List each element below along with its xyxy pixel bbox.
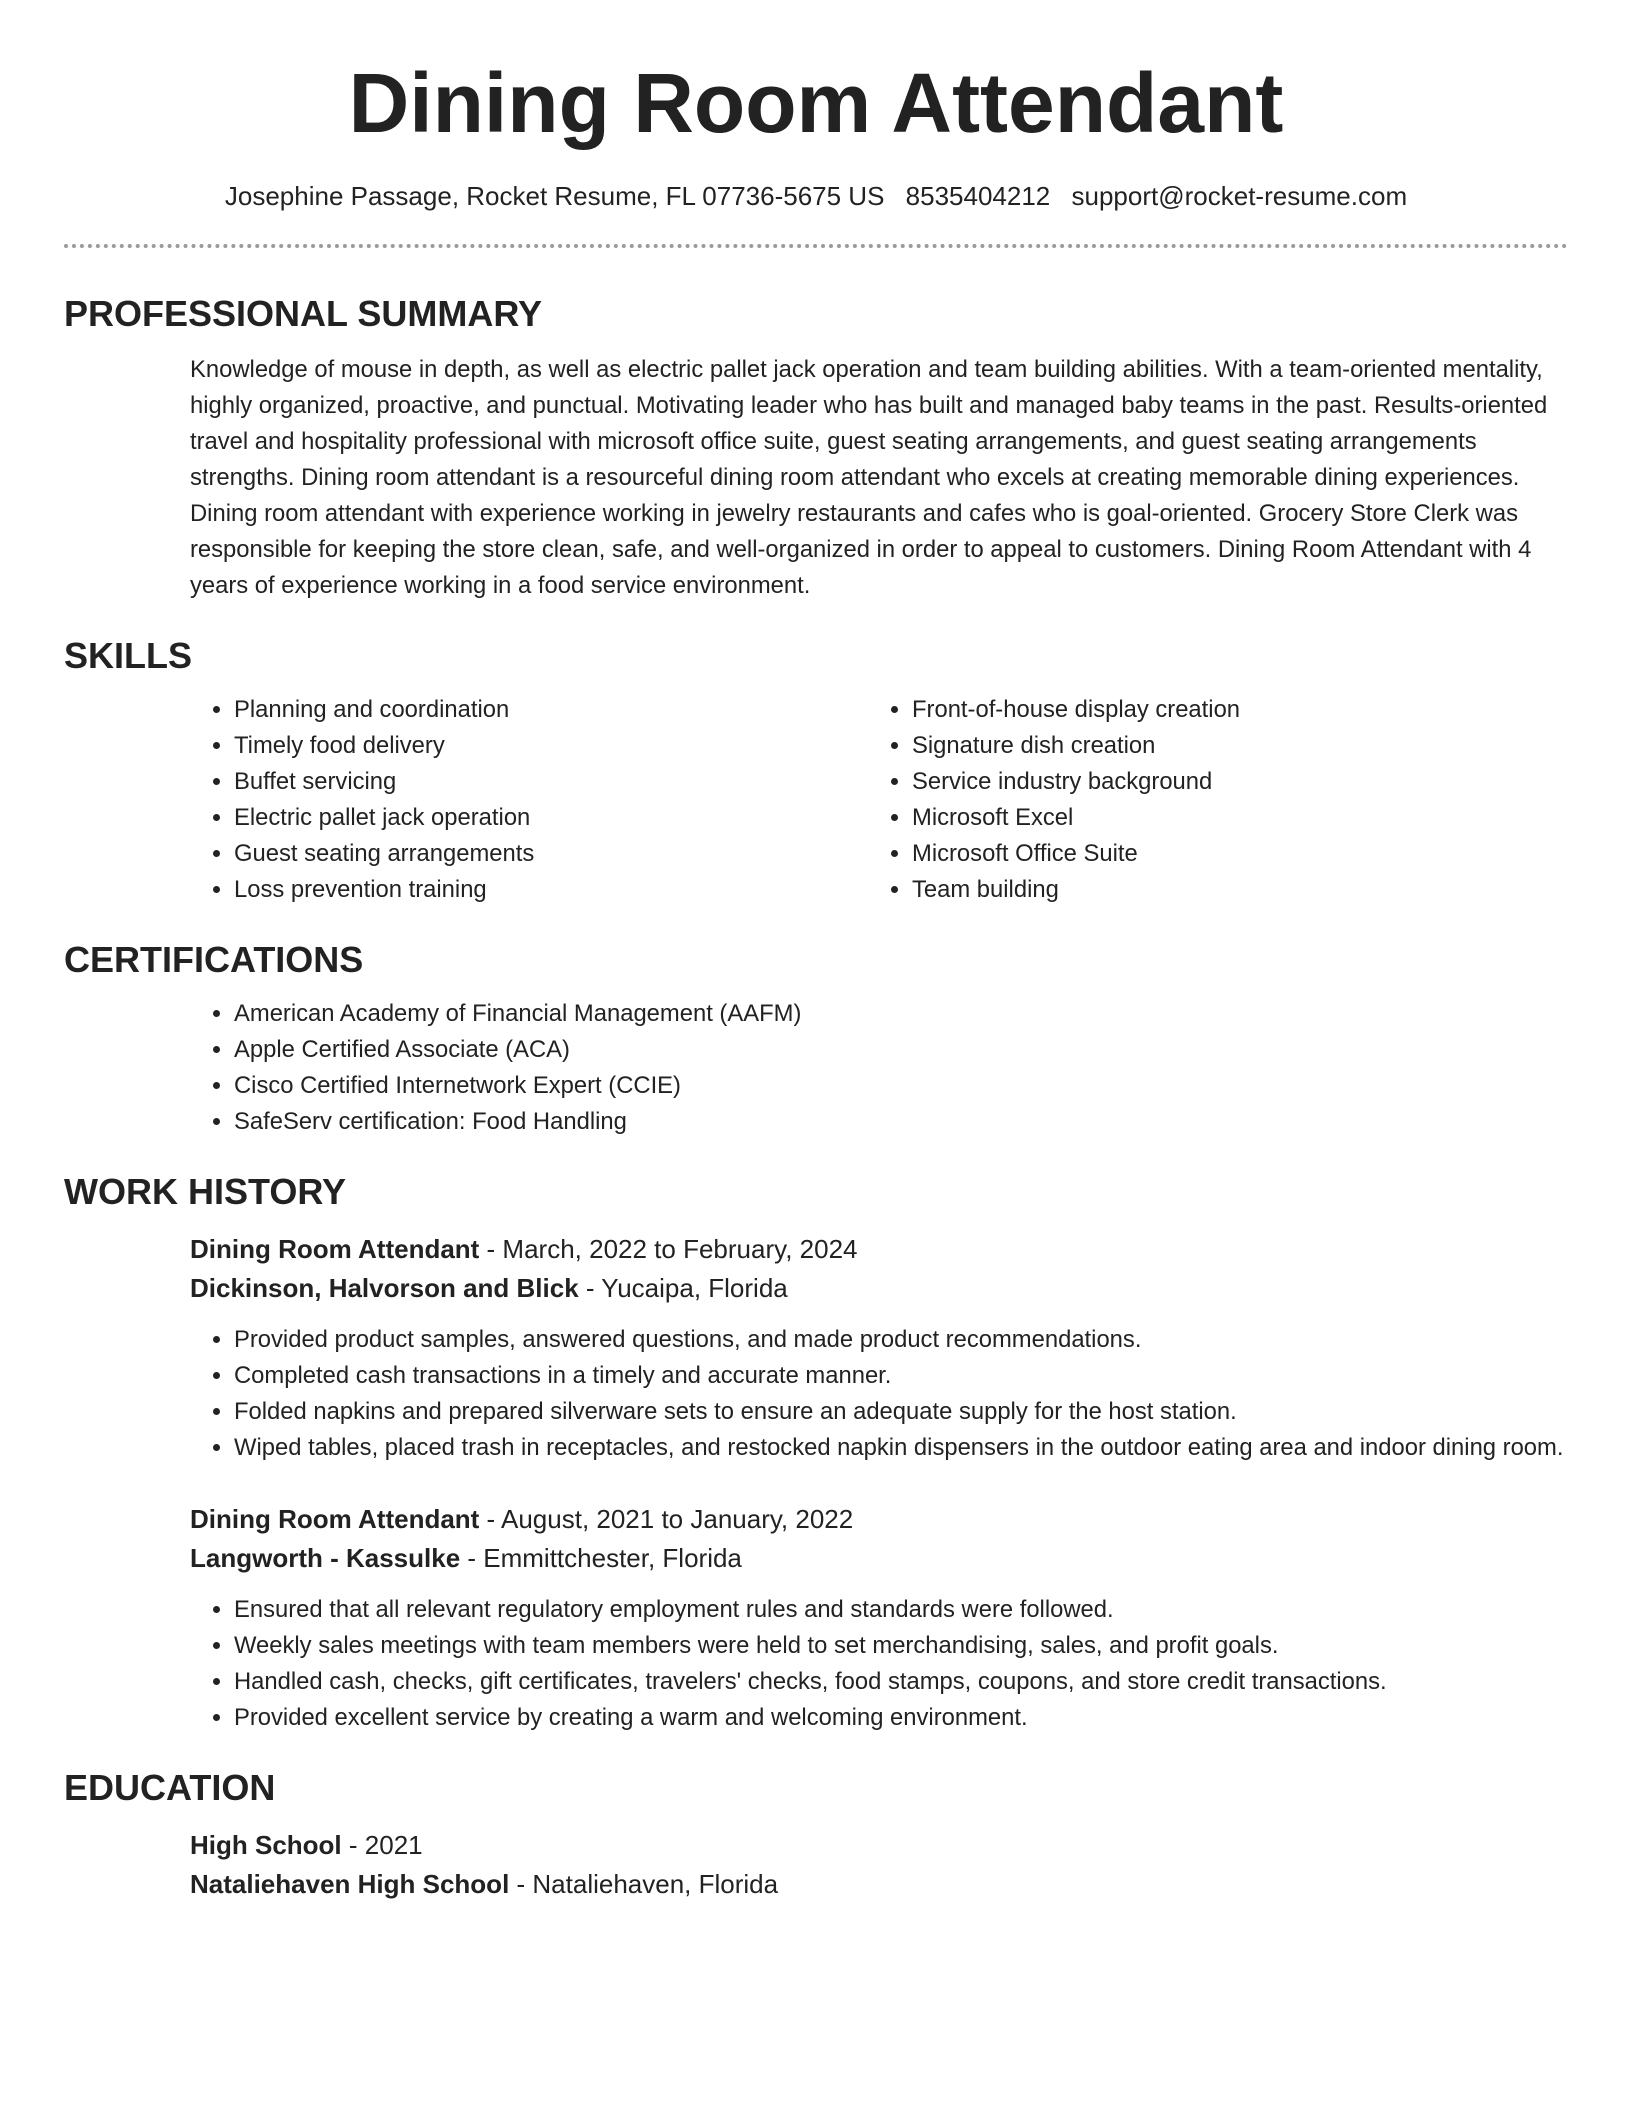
job-company: Dickinson, Halvorson and Blick	[190, 1273, 579, 1303]
skill-item: • Loss prevention training	[234, 872, 868, 908]
skills-column-right	[868, 692, 1546, 908]
skill-item: • Electric pallet jack operation	[234, 800, 868, 836]
skill-item: • Timely food delivery	[234, 728, 868, 764]
skill-item: • Service industry background	[912, 764, 1546, 800]
job-title-line	[190, 1500, 1568, 1539]
skill-item: • Front-of-house display creation	[912, 692, 1546, 728]
skills-list-left	[190, 692, 868, 908]
job-entry	[190, 1230, 1568, 1466]
job-dates: - August, 2021 to January, 2022	[479, 1504, 854, 1534]
job-duties-list	[190, 1592, 1568, 1736]
job-duties-list	[190, 1322, 1568, 1466]
certifications-list	[190, 996, 1568, 1140]
education-heading: EDUCATION	[64, 1767, 276, 1808]
certification-item: • SafeServ certification: Food Handling	[234, 1104, 1568, 1140]
skill-item: • Buffet servicing	[234, 764, 868, 800]
resume-header	[64, 48, 1568, 248]
education-year: - 2021	[341, 1830, 423, 1860]
address-text: Josephine Passage, Rocket Resume, FL 07736-5675 US	[224, 181, 885, 211]
education-entry	[64, 1826, 1568, 1904]
summary-heading: PROFESSIONAL SUMMARY	[64, 293, 543, 334]
skill-item: • Planning and coordination	[234, 692, 868, 728]
skill-item: • Guest seating arrangements	[234, 836, 868, 872]
education-degree-line	[190, 1826, 1568, 1865]
header-divider	[64, 244, 1568, 248]
job-entry	[190, 1500, 1568, 1736]
email-text: support@rocket-resume.com	[1071, 181, 1408, 211]
job-duty-item: • Provided excellent service by creating a warm and welcoming environment.	[234, 1700, 1568, 1736]
job-company-line	[190, 1539, 1568, 1578]
skills-column-left	[190, 692, 868, 908]
work-history-body	[64, 1230, 1568, 1736]
education-school: Nataliehaven High School	[190, 1869, 510, 1899]
job-location: - Emmittchester, Florida	[460, 1543, 742, 1573]
certification-item: • American Academy of Financial Management (AAFM)	[234, 996, 1568, 1032]
skills-section	[64, 634, 1568, 908]
education-school-line	[190, 1865, 1568, 1904]
job-company: Langworth - Kassulke	[190, 1543, 461, 1573]
job-location: - Yucaipa, Florida	[578, 1273, 788, 1303]
phone-text: 8535404212	[905, 181, 1051, 211]
job-duty-item: • Wiped tables, placed trash in receptacles, and restocked napkin dispensers in the outdoor eating area and indoor dining room.	[234, 1430, 1568, 1466]
page-title: Dining Room Attendant	[348, 56, 1284, 150]
skill-item: • Team building	[912, 872, 1546, 908]
certifications-body	[64, 996, 1568, 1140]
skill-item: • Microsoft Excel	[912, 800, 1546, 836]
certifications-heading: CERTIFICATIONS	[64, 939, 364, 980]
job-title-line	[190, 1230, 1568, 1269]
job-duty-item: • Weekly sales meetings with team members were held to set merchandising, sales, and profit goals.	[234, 1628, 1568, 1664]
job-role: Dining Room Attendant	[190, 1234, 480, 1264]
summary-text: Knowledge of mouse in depth, as well as electric pallet jack operation and team building abilities. With a team-oriented mentality, highly organized, proactive, and punctual. Motivating leader who has built and managed baby teams in the past. Results-oriented travel and hospitality professional with microsoft office suite, guest seating arrangements, and guest seating arrangements strengths. Dining room attendant is a resourceful dining room attendant who excels at creating memorable dining experiences. Dining room attendant with experience working in jewelry restaurants and cafes who is goal-oriented. Grocery Store Clerk was responsible for keeping the store clean, safe, and well-organized in order to appeal to customers. Dining Room Attendant with 4 years of experience working in a food service environment.	[190, 356, 1548, 599]
work-history-section	[64, 1170, 1568, 1736]
education-section	[64, 1766, 1568, 1904]
certification-item: • Cisco Certified Internetwork Expert (CCIE)	[234, 1068, 1568, 1104]
skills-list-right	[868, 692, 1546, 908]
summary-section	[64, 292, 1568, 604]
job-duty-item: • Ensured that all relevant regulatory employment rules and standards were followed.	[234, 1592, 1568, 1628]
skills-grid	[64, 692, 1568, 908]
job-duty-item: • Provided product samples, answered questions, and made product recommendations.	[234, 1322, 1568, 1358]
education-degree: High School	[190, 1830, 342, 1860]
job-role: Dining Room Attendant	[190, 1504, 480, 1534]
job-duty-item: • Handled cash, checks, gift certificates, travelers' checks, food stamps, coupons, and store credit transactions.	[234, 1664, 1568, 1700]
certifications-section	[64, 938, 1568, 1140]
work-history-heading: WORK HISTORY	[64, 1171, 347, 1212]
education-location: - Nataliehaven, Florida	[509, 1869, 779, 1899]
job-duty-item: • Completed cash transactions in a timely and accurate manner.	[234, 1358, 1568, 1394]
job-dates: - March, 2022 to February, 2024	[479, 1234, 858, 1264]
certification-item: • Apple Certified Associate (ACA)	[234, 1032, 1568, 1068]
job-company-line	[190, 1269, 1568, 1308]
job-duty-item: • Folded napkins and prepared silverware sets to ensure an adequate supply for the host station.	[234, 1394, 1568, 1430]
skill-item: • Microsoft Office Suite	[912, 836, 1546, 872]
skills-heading: SKILLS	[64, 635, 193, 676]
skill-item: • Signature dish creation	[912, 728, 1546, 764]
contact-info	[64, 178, 1568, 214]
